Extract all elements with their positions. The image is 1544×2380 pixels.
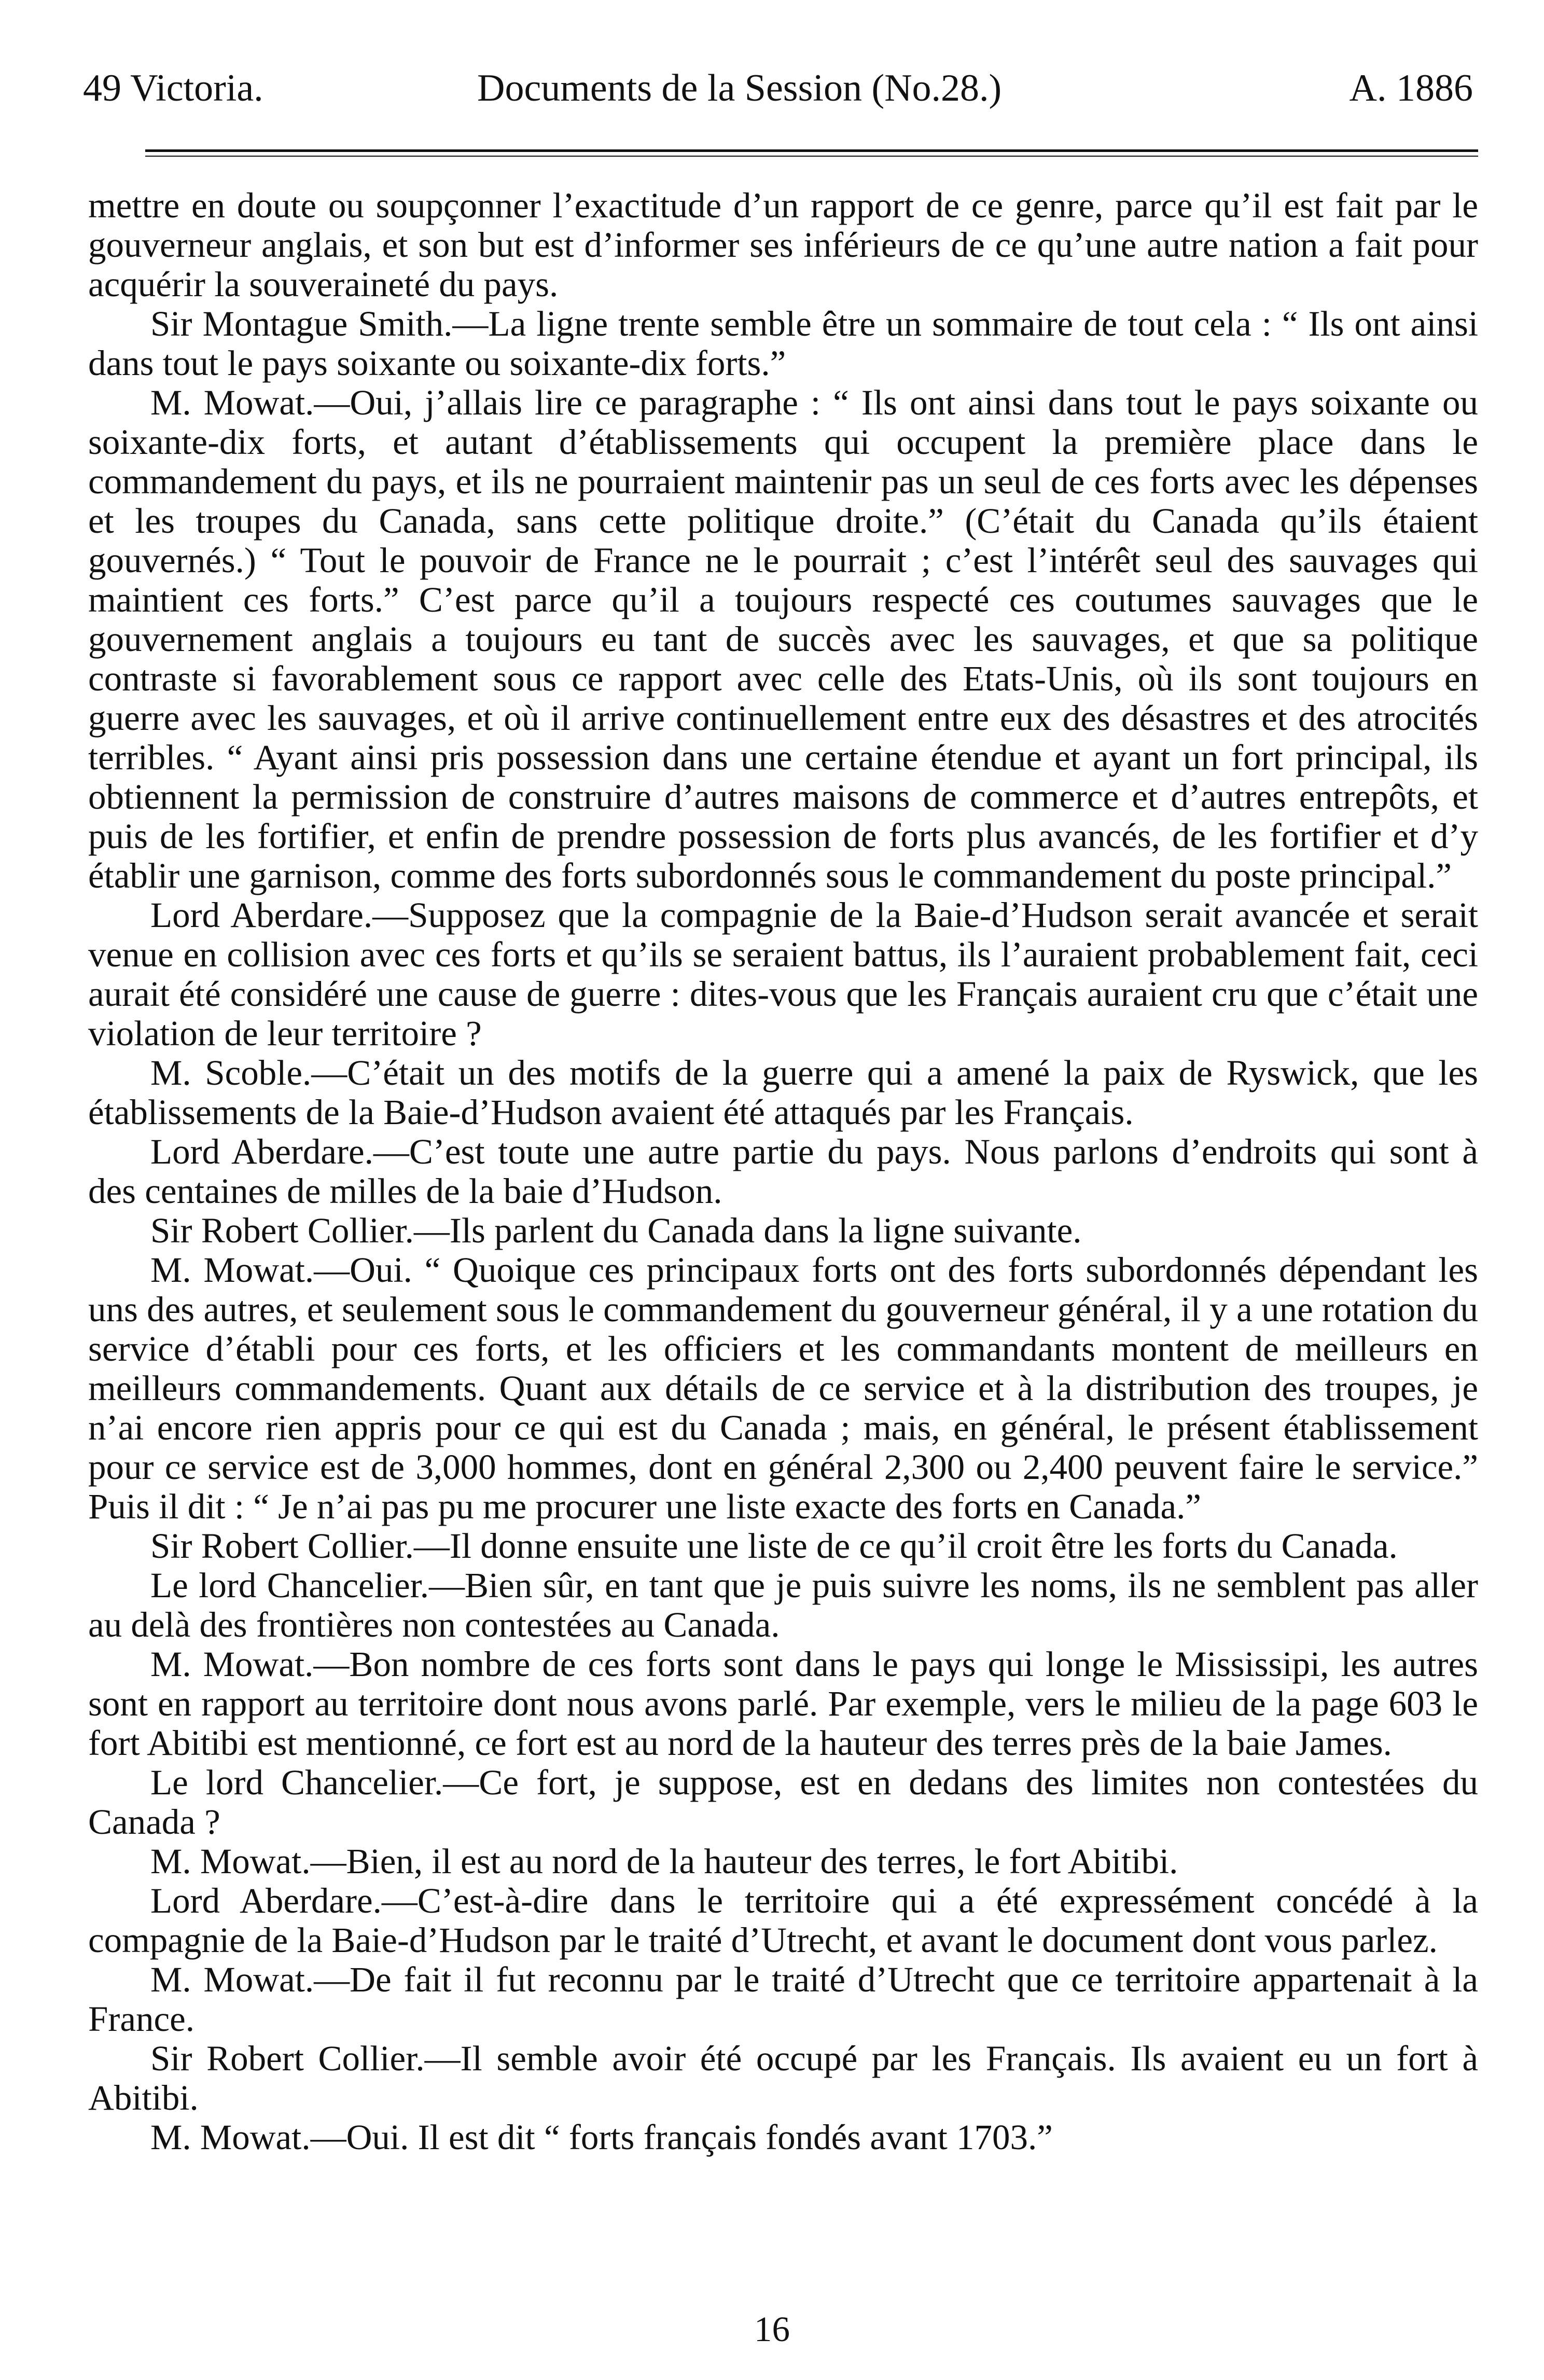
paragraph: Sir Robert Collier.—Il donne ensuite une liste de ce qu’il croit être les forts du Canada. (150, 1526, 1398, 1566)
paragraph: Lord Aberdare.—C’est-à-dire dans le territoire qui a été expressément concédé à la compagnie de la Baie-d’Hudson par le traité d’Utrecht, et avant le document dont vous parlez. (88, 1881, 1478, 1960)
paragraph: M. Mowat.—Oui, j’allais lire ce paragraphe : “ Ils ont ainsi dans tout le pays soixante ou soixante-dix forts, et autant d’établissements qui occupent la première place dans le commandement du pays, et ils ne pourraient maintenir pas un seul de ces forts avec les dépenses et les troupes du Canada, sans cette politique droite.” (C’était du Canada qu’ils étaient gouvernés.) “ Tout le pouvoir de France ne le pourrait ; c’est l’intérêt seul des sauvages qui maintient ces forts.” C’est parce qu’il a toujours respecté ces coutumes sauvages que le gouvernement anglais a toujours eu tant de succès avec les sauvages, et que sa politique contraste si favorablement sous ce rapport avec celle des Etats-Unis, où ils sont toujours en guerre avec les sauvages, et où il arrive continuellement entre eux des désastres et des atrocités terribles. “ Ayant ainsi pris possession dans une certaine étendue et ayant un fort principal, ils obtiennent la permission de construire d’autres maisons de commerce et d’autres entrepôts, et puis de les fortifier, et enfin de prendre possession de forts plus avancés, de les fortifier et d’y établir une garnison, comme des forts subordonnés sous le commandement du poste principal.” (88, 383, 1478, 895)
paragraph: M. Mowat.—Bien, il est au nord de la hauteur des terres, le fort Abitibi. (150, 1842, 1178, 1881)
header-year: A. 1886 (1349, 67, 1473, 109)
page-number: 16 (754, 2309, 790, 2349)
paragraph: Lord Aberdare.—C’est toute une autre partie du pays. Nous parlons d’endroits qui sont à des centaines de milles de la baie d’Hudson. (88, 1132, 1478, 1211)
paragraph: Lord Aberdare.—Supposez que la compagnie de la Baie-d’Hudson serait avancée et serait venue en collision avec ces forts et qu’ils se seraient battus, ils l’auraient probablement fait, ceci aurait été considéré une cause de guerre : dites-vous que les Français auraient cru que c’était une violation de leur territoire ? (88, 895, 1478, 1053)
running-header (83, 65, 1473, 112)
paragraph: M. Mowat.—Oui. “ Quoique ces principaux forts ont des forts subordonnés dépendant les uns des autres, et seulement sous le commandement du gouverneur général, il y a une rotation du service d’établi pour ces forts, et les officiers et les commandants montent de meilleurs en meilleurs commandements. Quant aux détails de ce service et à la distribution des troupes, je n’ai encore rien appris pour ce qui est du Canada ; mais, en général, le présent établissement pour ce service est de 3,000 hommes, dont en général 2,300 ou 2,400 peuvent faire le service.” Puis il dit : “ Je n’ai pas pu me procurer une liste exacte des forts en Canada.” (88, 1250, 1478, 1526)
paragraph: mettre en doute ou soupçonner l’exactitude d’un rapport de ce genre, parce qu’il est fait par le gouverneur anglais, et son but est d’informer ses inférieurs de ce qu’une autre nation a fait pour acquérir la souveraineté du pays. (88, 186, 1478, 304)
paragraph: Sir Montague Smith.—La ligne trente semble être un sommaire de tout cela : “ Ils ont ainsi dans tout le pays soixante ou soixante-dix forts.” (88, 304, 1478, 383)
paragraph: Le lord Chancelier.—Ce fort, je suppose, est en dedans des limites non contestées du Canada ? (88, 1763, 1478, 1842)
paragraph: Sir Robert Collier.—Il semble avoir été occupé par les Français. Ils avaient eu un fort à Abitibi. (88, 2039, 1478, 2118)
header-rule-thin (145, 156, 1478, 157)
paragraph: M. Mowat.—Bon nombre de ces forts sont dans le pays qui longe le Mississipi, les autres sont en rapport au territoire dont nous avons parlé. Par exemple, vers le milieu de la page 603 le fort Abitibi est mentionné, ce fort est au nord de la hauteur des terres près de la baie James. (88, 1644, 1478, 1763)
header-volume: 49 Victoria. (83, 67, 263, 109)
paragraph: Sir Robert Collier.—Ils parlent du Canada dans la ligne suivante. (150, 1211, 1082, 1250)
body-text (88, 186, 1478, 2157)
header-rule-thick (145, 149, 1478, 152)
paragraph: M. Mowat.—De fait il fut reconnu par le traité d’Utrecht que ce territoire appartenait à la France. (88, 1960, 1478, 2039)
paragraph: Le lord Chancelier.—Bien sûr, en tant que je puis suivre les noms, ils ne semblent pas aller au delà des frontières non contestées au Canada. (88, 1566, 1478, 1644)
paragraph: M. Scoble.—C’était un des motifs de la guerre qui a amené la paix de Ryswick, que les établissements de la Baie-d’Hudson avaient été attaqués par les Français. (88, 1053, 1478, 1132)
paragraph: M. Mowat.—Oui. Il est dit “ forts français fondés avant 1703.” (150, 2118, 1053, 2157)
header-title: Documents de la Session (No.28.) (477, 67, 1002, 109)
